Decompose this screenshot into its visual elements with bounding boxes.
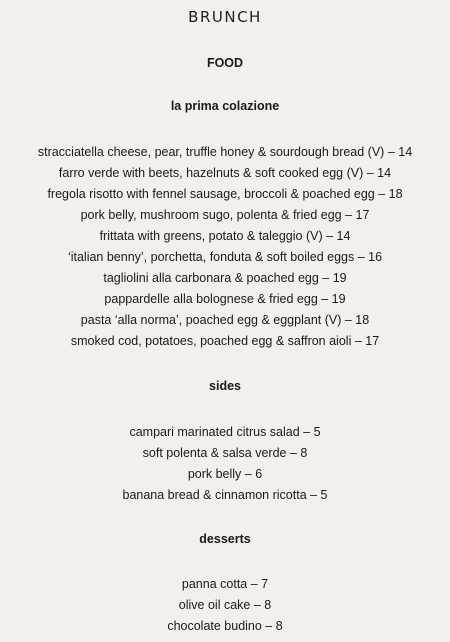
food-item: stracciatella cheese, pear, truffle honey & sourdough bread (V) – 14 — [37, 145, 413, 159]
food-item: smoked cod, potatoes, poached egg & saffron aioli – 17 — [70, 334, 380, 348]
dessert-item: chocolate budino – 8 — [167, 619, 283, 633]
food-item: ‘italian benny’, porchetta, fonduta & soft boiled eggs – 16 — [67, 250, 383, 264]
side-item: pork belly – 6 — [187, 467, 263, 481]
side-item: campari marinated citrus salad – 5 — [129, 425, 321, 439]
side-item: banana bread & cinnamon ricotta – 5 — [122, 488, 328, 502]
food-item: pork belly, mushroom sugo, polenta & fried egg – 17 — [80, 208, 370, 222]
side-item: soft polenta & salsa verde – 8 — [142, 446, 308, 460]
food-item: farro verde with beets, hazelnuts & soft cooked egg (V) – 14 — [58, 166, 392, 180]
food-item: pappardelle alla bolognese & fried egg – 19 — [104, 292, 346, 306]
food-item: fregola risotto with fennel sausage, broccoli & poached egg – 18 — [47, 187, 403, 201]
dessert-item: olive oil cake – 8 — [178, 598, 272, 612]
food-heading: FOOD — [206, 56, 244, 70]
prima-colazione-heading: la prima colazione — [170, 99, 280, 113]
food-item: pasta ‘alla norma’, poached egg & eggplant (V) – 18 — [80, 313, 370, 327]
menu-title: BRUNCH — [188, 8, 262, 26]
sides-heading: sides — [209, 379, 241, 393]
dessert-item: panna cotta – 7 — [181, 577, 269, 591]
desserts-heading: desserts — [199, 532, 251, 546]
food-item: tagliolini alla carbonara & poached egg – 19 — [103, 271, 347, 285]
food-item: frittata with greens, potato & taleggio (V) – 14 — [99, 229, 351, 243]
